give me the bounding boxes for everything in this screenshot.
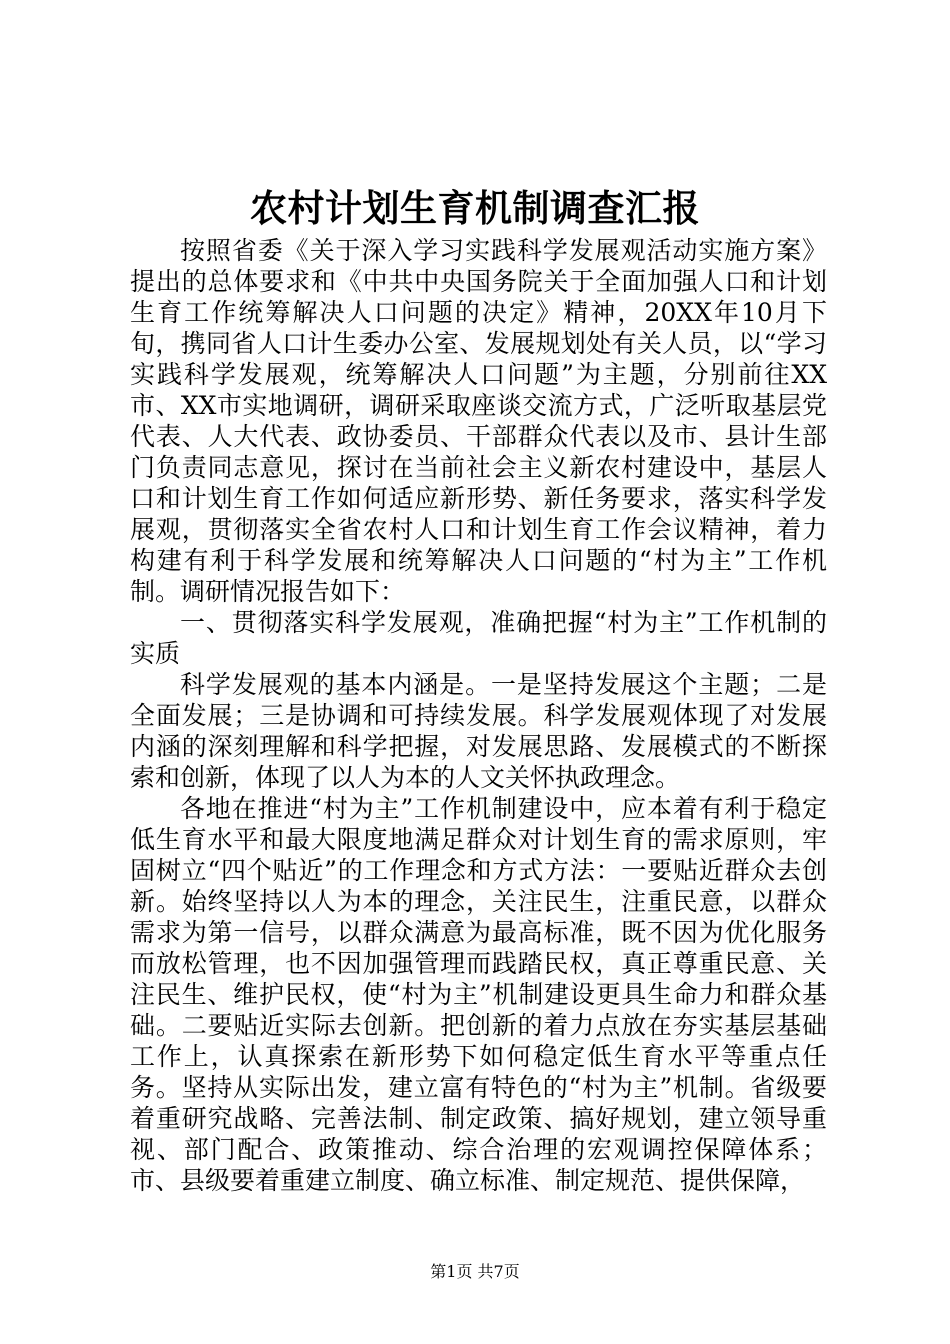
document-body bbox=[130, 235, 827, 1196]
document-title: 农村计划生育机制调查汇报 bbox=[250, 186, 700, 230]
page-footer: 第1页 共7页 bbox=[430, 1262, 520, 1281]
paragraph-connotation: 科学发展观的基本内涵是。一是坚持发展这个主题；二是全面发展；三是协调和可持续发展。科学发展观体现了对发展内涵的深刻理解和科学把握，对发展思路、发展模式的不断探索和创新，体现了以人为本的人文关怀执政理念。 bbox=[130, 670, 827, 792]
paragraph-intro: 按照省委《关于深入学习实践科学发展观活动实施方案》提出的总体要求和《中共中央国务院关于全面加强人口和计划生育工作统筹解决人口问题的决定》精神，20XX年10月下旬，携同省人口计生委办公室、发展规划处有关人员，以“学习实践科学发展观，统筹解决人口问题”为主题，分别前往XX市、XX市实地调研，调研采取座谈交流方式，广泛听取基层党代表、人大代表、政协委员、干部群众代表以及市、县计生部门负责同志意见，探讨在当前社会主义新农村建设中，基层人口和计划生育工作如何适应新形势、新任务要求，落实科学发展观，贯彻落实全省农村人口和计划生育工作会议精神，着力构建有利于科学发展和统筹解决人口问题的“村为主”工作机制。调研情况报告如下： bbox=[130, 236, 827, 606]
paragraph-four-close: 各地在推进“村为主”工作机制建设中，应本着有利于稳定低生育水平和最大限度地满足群众对计划生育的需求原则，牢固树立“四个贴近”的工作理念和方式方法：一要贴近群众去创新。始终坚持以人为本的理念，关注民生，注重民意，以群众需求为第一信号，以群众满意为最高标准，既不因为优化服务而放松管理，也不因加强管理而践踏民权，真正尊重民意、关注民生、维护民权，使“村为主”机制建设更具生命力和群众基础。二要贴近实际去创新。把创新的着力点放在夯实基层基础工作上，认真探索在新形势下如何稳定低生育水平等重点任务。坚持从实际出发，建立富有特色的“村为主”机制。省级要着重研究战略、完善法制、制定政策、搞好规划，建立领导重视、部门配合、政策推动、综合治理的宏观调控保障体系；市、县级要着重建立制度、确立标准、制定规范、提供保障， bbox=[130, 794, 827, 1195]
section-heading-1: 一、贯彻落实科学发展观，准确把握“村为主”工作机制的实质 bbox=[130, 608, 827, 668]
